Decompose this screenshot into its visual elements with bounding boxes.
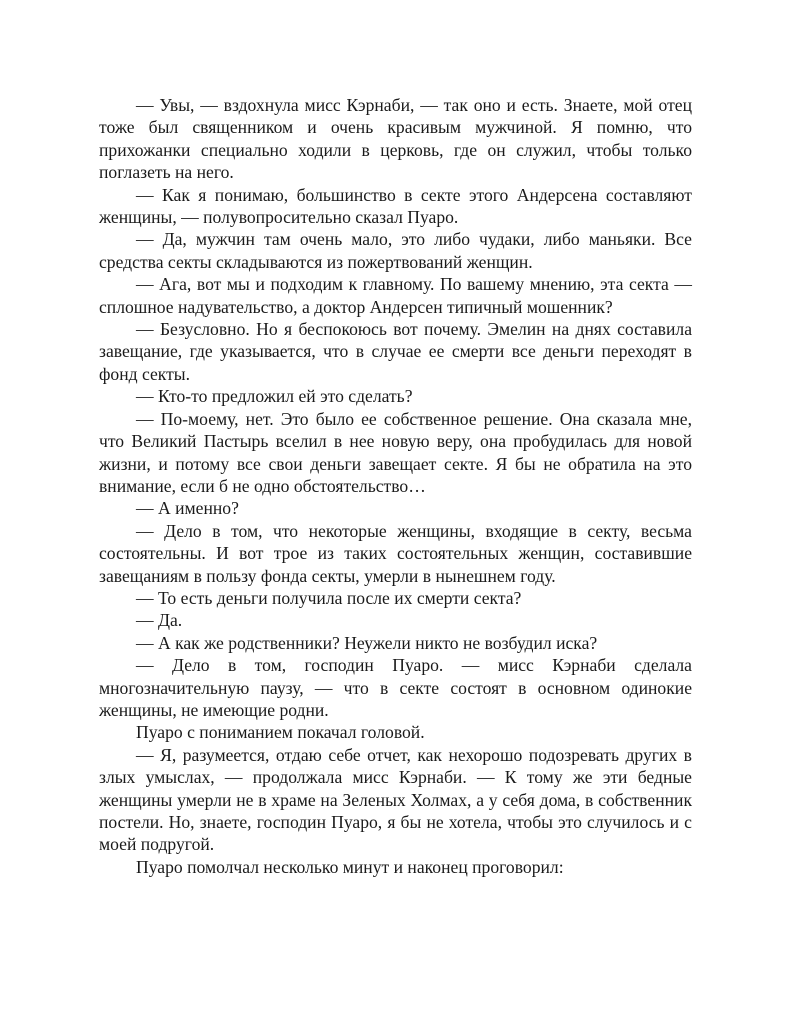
paragraph-12: — А как же родственники? Неужели никто не возбудил иска? (136, 632, 598, 653)
paragraph-13: — Дело в том, господин Пуаро. — мисс Кэрнаби сделала многозначительную паузу, — что в секте состоят в основном одинокие женщины, не имеющие родни. (99, 655, 692, 720)
paragraph-8: — А именно? (136, 498, 239, 519)
body-text (99, 94, 692, 878)
paragraph-6: — Кто-то предложил ей это сделать? (136, 386, 413, 407)
paragraph-3: — Да, мужчин там очень мало, это либо чудаки, либо маньяки. Все средства секты складываются из пожертвований женщин. (99, 229, 692, 272)
paragraph-2: — Как я понимаю, большинство в секте этого Андерсена составляют женщины, — полувопросительно сказал Пуаро. (99, 184, 692, 228)
paragraph-9: — Дело в том, что некоторые женщины, входящие в секту, весьма состоятельны. И вот трое из таких состоятельных женщин, составившие завещаниям в пользу фонда секты, умерли в нынешнем году. (99, 520, 692, 586)
paragraph-11: — Да. (136, 610, 183, 631)
paragraph-15: — Я, разумеется, отдаю себе отчет, как нехорошо подозревать других в злых умыслах, — продолжала мисс Кэрнаби. — К тому же эти бедные женщины умерли не в храме на Зеленых Холмах, а у себя дома, в собственник постели. Но, знаете, господин Пуаро, я бы не хотела, чтобы это случилось и с моей подругой. (99, 744, 692, 855)
paragraph-5: — Безусловно. Но я беспокоюсь вот почему. Эмелин на днях составила завещание, где указывается, что в случае ее смерти все деньги переходят в фонд секты. (99, 319, 692, 384)
paragraph-10: — То есть деньги получила после их смерти секта? (136, 587, 522, 608)
paragraph-7: — По-моему, нет. Это было ее собственное решение. Она сказала мне, что Великий Пастырь вселил в нее новую веру, она пробудилась для новой жизни, и потому все свои деньги завещает секте. Я бы не обратила на это внимание, если б не одно обстоятельство… (99, 408, 692, 496)
paragraph-4: — Ага, вот мы и подходим к главному. По вашему мнению, эта секта — сплошное надувательство, а доктор Андерсен типичный мошенник? (99, 274, 692, 317)
paragraph-14: Пуаро с пониманием покачал головой. (136, 722, 425, 743)
paragraph-16: Пуаро помолчал несколько минут и наконец проговорил: (136, 856, 564, 877)
paragraph-1: — Увы, — вздохнула мисс Кэрнаби, — так оно и есть. Знаете, мой отец тоже был священником и очень красивым мужчиной. Я помню, что прихожанки специально ходили в церковь, где он служил, чтобы только поглазеть на него. (99, 95, 692, 183)
